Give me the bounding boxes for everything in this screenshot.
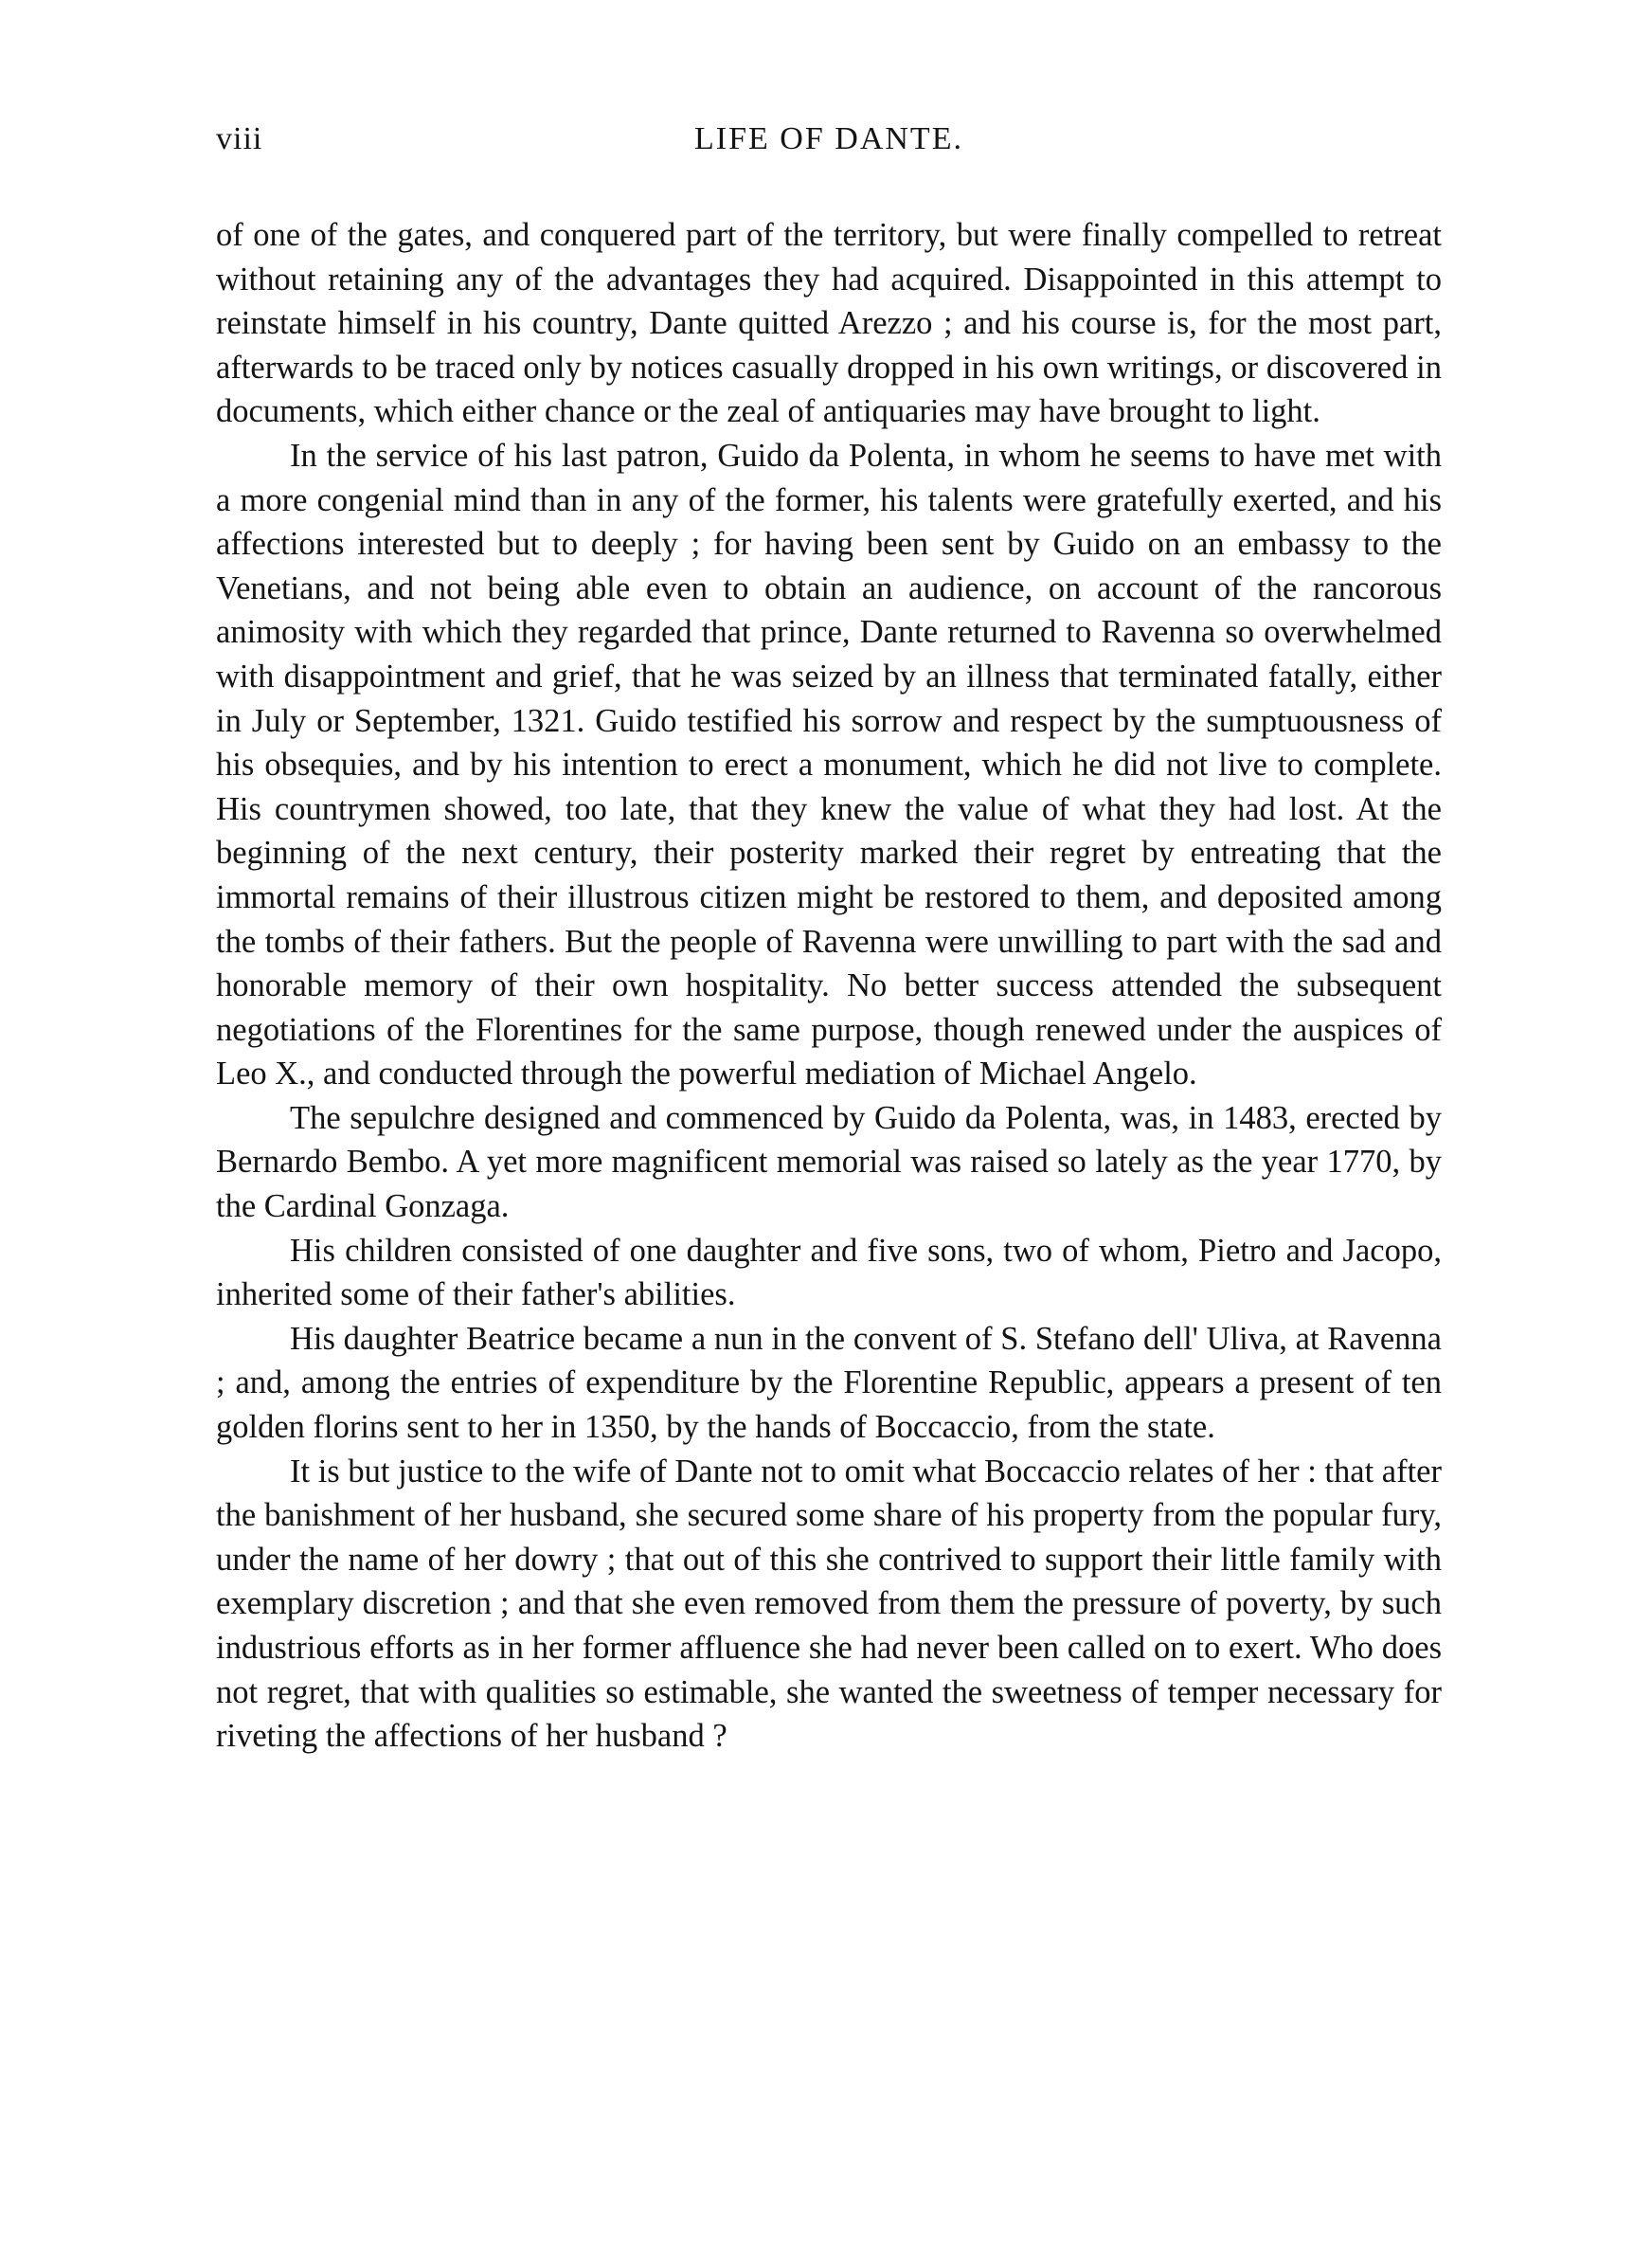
paragraph-sepulchre: The sepulchre designed and commenced by Guido da Polenta, was, in 1483, erected by Bernardo Bembo. A yet more magnificent memorial was raised so lately as the year 1770, by the Cardinal Gonzaga. (216, 1099, 1442, 1225)
page-number: viii (216, 121, 263, 156)
paragraph-continued: of one of the gates, and conquered part of the territory, but were finally compelled to retreat without retaining any of the advantages they had acquired. Disappointed in this attempt to reinstate himself in his country, Dante quitted Arezzo ; and his course is, for the most part, afterwards to be traced only by notices casually dropped in his own writings, or discovered in documents, which either chance or the zeal of antiquaries may have brought to light. (216, 217, 1442, 430)
paragraph-last-patron: In the service of his last patron, Guido da Polenta, in whom he seems to have met with a more congenial mind than in any of the former, his talents were gratefully exerted, and his affections interested but to deeply ; for having been sent by Guido on an embassy to the Venetians, and not being able even to obtain an audience, on account of the rancorous animosity with which they regarded that prince, Dante returned to Ravenna so overwhelmed with disappointment and grief, that he was seized by an illness that terminated fatally, either in July or September, 1321. Guido testified his sorrow and respect by the sumptuousness of his obsequies, and by his intention to erect a monument, which he did not live to complete. His countrymen showed, too late, that they knew the value of what they had lost. At the beginning of the next century, their posterity marked their regret by entreating that the immortal remains of their illustrous citizen might be restored to them, and deposited among the tombs of their fathers. But the people of Ravenna were unwilling to part with the sad and honorable memory of their own hospitality. No better success attended the subsequent negotiations of the Florentines for the same purpose, though renewed under the auspices of Leo X., and conducted through the powerful mediation of Michael Angelo. (216, 437, 1442, 1092)
running-head (216, 121, 1442, 169)
running-title: LIFE OF DANTE. (694, 121, 963, 156)
paragraph-children: His children consisted of one daughter and five sons, two of whom, Pietro and Jacopo, inherited some of their father's abilities. (216, 1232, 1442, 1313)
body-text (216, 213, 1442, 1759)
paragraph-daughter: His daughter Beatrice became a nun in the convent of S. Stefano dell' Uliva, at Ravenna ; and, among the entries of expenditure by the Florentine Republic, appears a present of ten golden florins sent to her in 1350, by the hands of Boccaccio, from the state. (216, 1320, 1442, 1446)
paragraph-wife: It is but justice to the wife of Dante not to omit what Boccaccio relates of her : that after the banishment of her husband, she secured some share of his property from the popular fury, under the name of her dowry ; that out of this she contrived to support their little family with exemplary discretion ; and that she even removed from them the pressure of poverty, by such industrious efforts as in her former affluence she had never been called on to exert. Who does not regret, that with qualities so estimable, she wanted the sweetness of temper necessary for riveting the affections of her husband ? (216, 1453, 1442, 1755)
